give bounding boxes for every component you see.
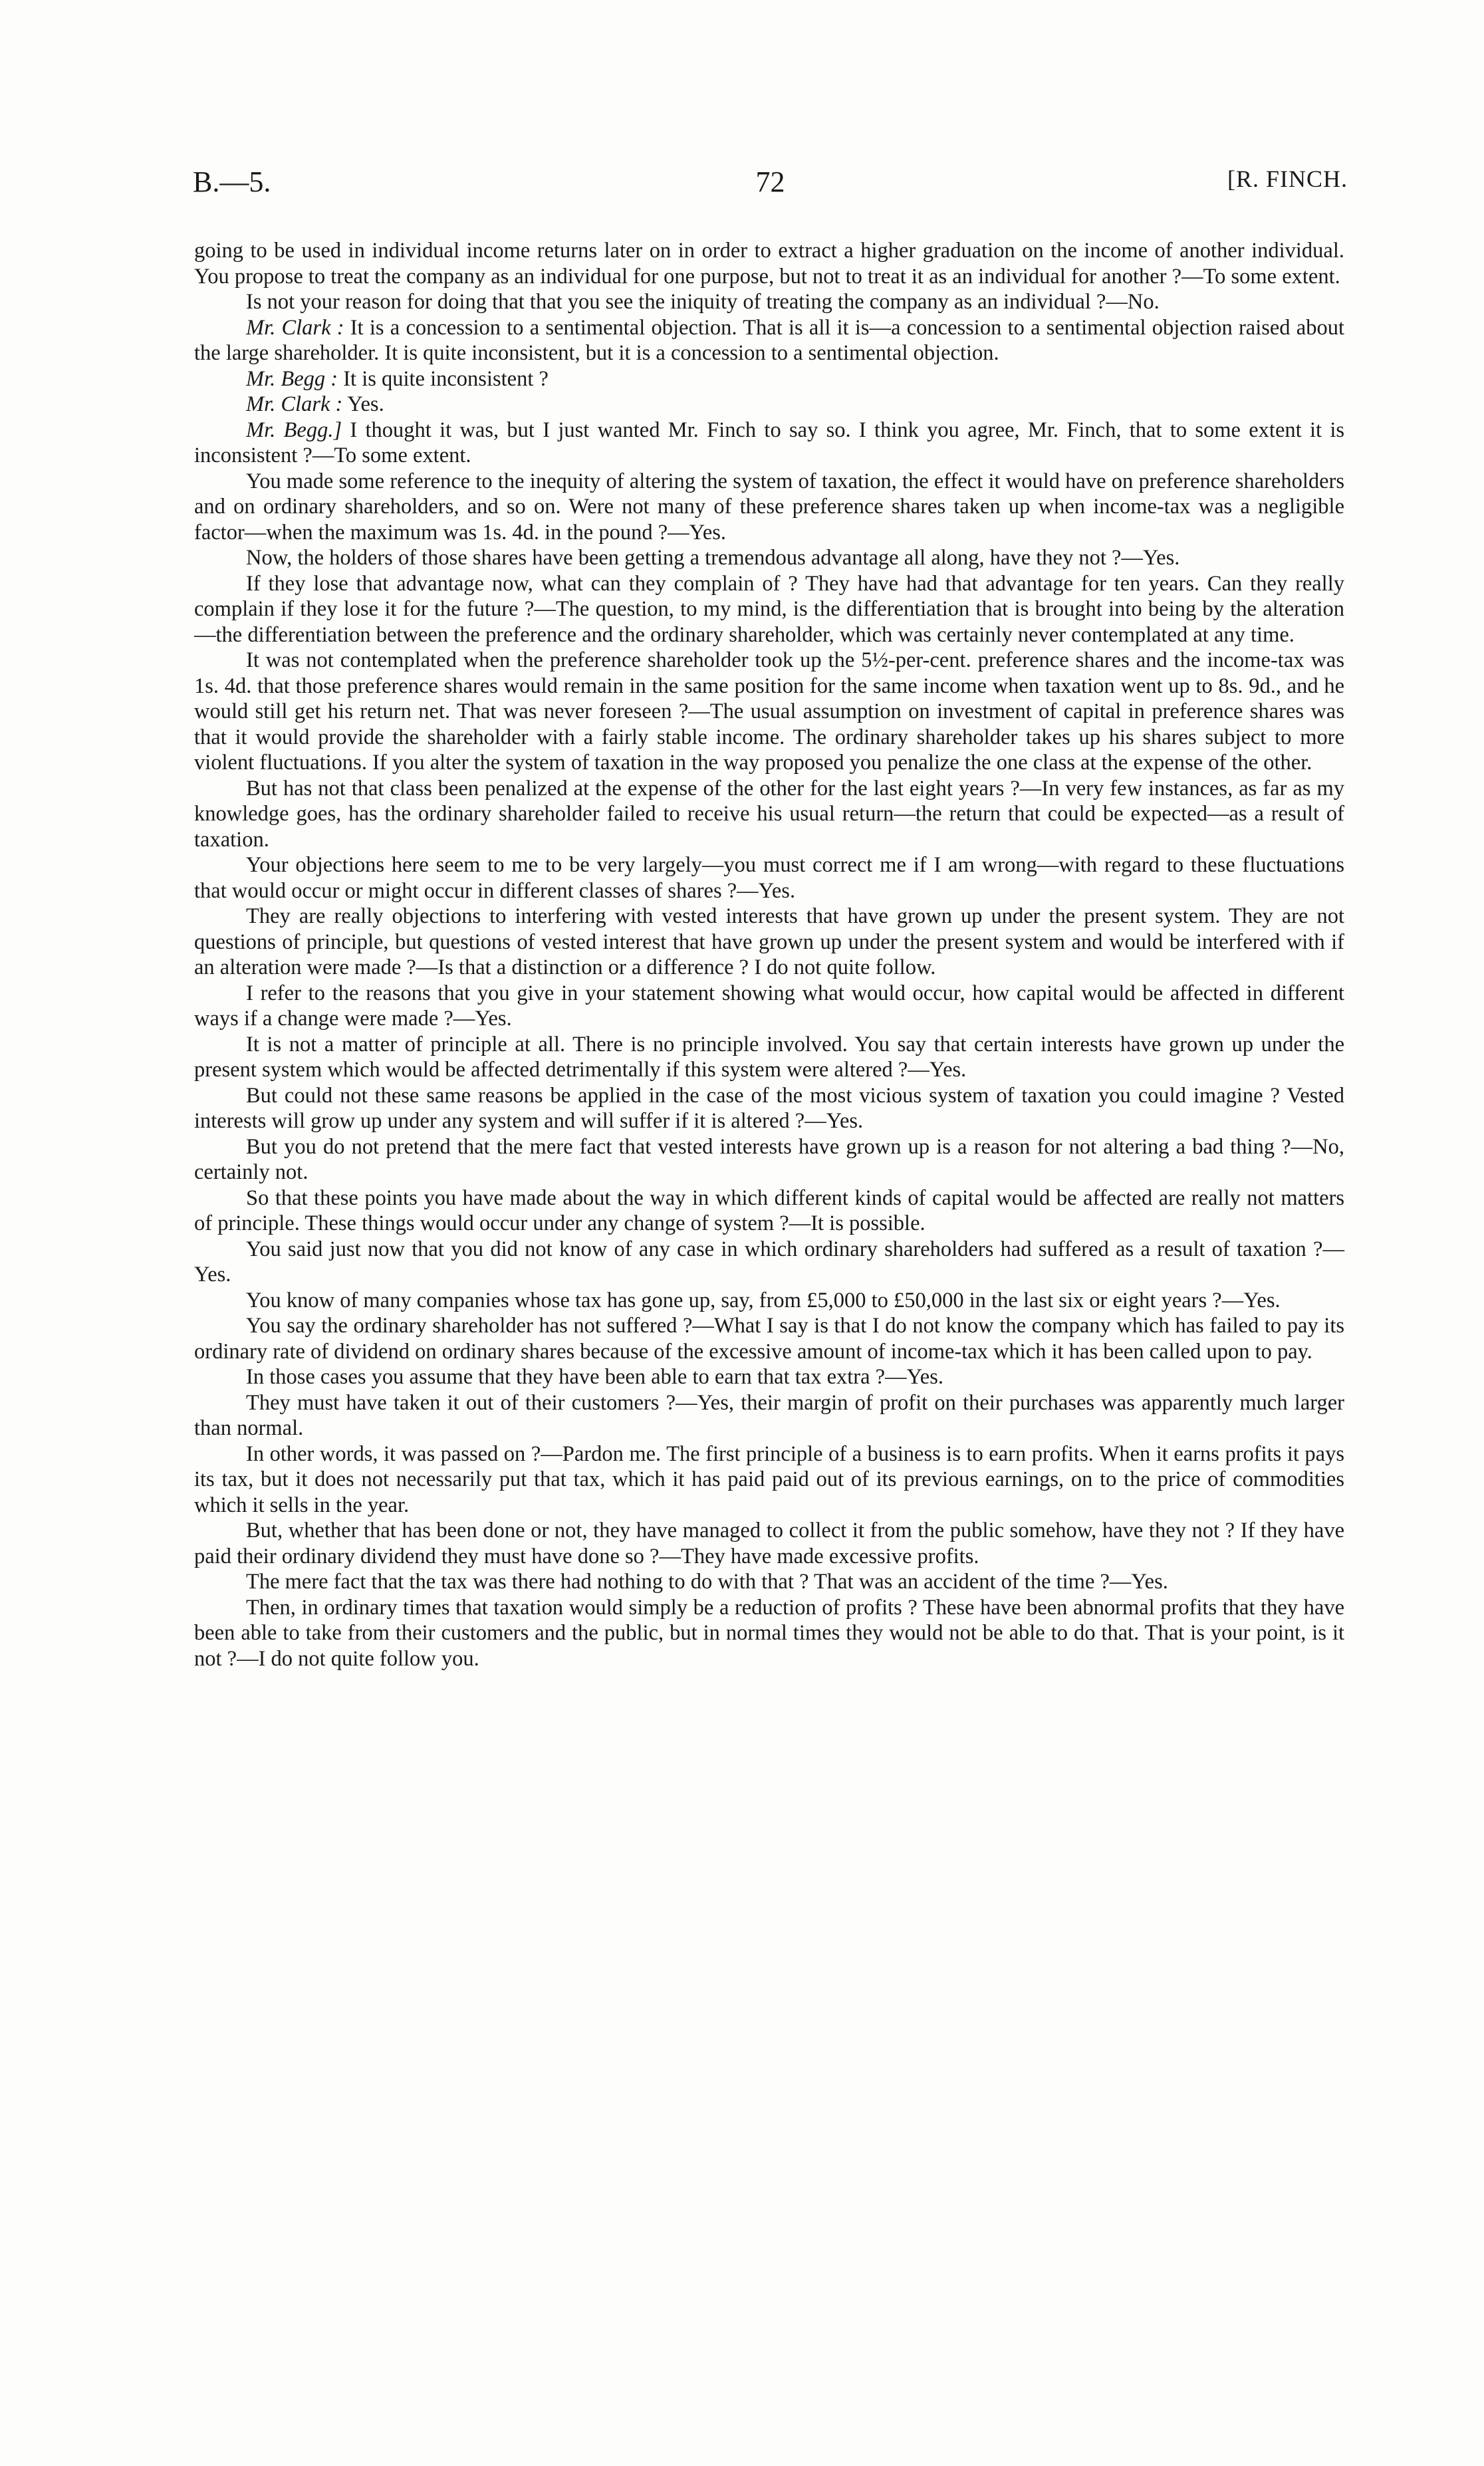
transcript-paragraph <box>194 1569 1344 1595</box>
transcript-paragraph <box>194 904 1344 981</box>
paragraph-text: It is a concession to a sentimental objection. That is all it is—a concession to a sentimental objection raised about the large shareholder. It is quite inconsistent, but it is a concession to a sentimental objection. <box>194 315 1344 365</box>
transcript-paragraph <box>194 571 1344 648</box>
transcript-paragraph <box>194 1595 1344 1672</box>
witness-name: [R. FINCH. <box>1227 166 1348 192</box>
transcript-paragraph <box>194 776 1344 853</box>
transcript-paragraph <box>194 1518 1344 1569</box>
paragraph-text: Yes. <box>347 392 384 416</box>
transcript-paragraph <box>194 1441 1344 1519</box>
transcript-paragraph <box>194 545 1344 571</box>
paragraph-text: You said just now that you did not know of any case in which ordinary shareholders had suffered as a result of taxation ?—Yes. <box>194 1237 1344 1287</box>
transcript-paragraph <box>194 1313 1344 1364</box>
transcript-paragraph <box>194 366 1344 392</box>
transcript-paragraph <box>194 469 1344 546</box>
paragraph-text: You made some reference to the inequity of altering the system of taxation, the effect it would have on preference shareholders and on ordinary shareholders, and so on. Were not many of these preference shares taken up when income-tax was a negligible factor—when the maximum was 1s. 4d. in the pound ?—Yes. <box>194 469 1344 545</box>
paragraph-text: It was not contemplated when the preference shareholder took up the 5½-per-cent. preference shares and the income-tax was 1s. 4d. that those preference shares would remain in the same position for the same income when taxation went up to 8s. 9d., and he would still get his return net. That was never foreseen ?—The usual assumption on investment of capital in preference shares was that it would provide the shareholder with a fairly stable income. The ordinary shareholder takes up his shares subject to more violent fluctuations. If you alter the system of taxation in the way proposed you penalize the one class at the expense of the other. <box>194 648 1344 775</box>
paragraph-text: going to be used in individual income returns later on in order to extract a higher graduation on the income of another individual. You propose to treat the company as an individual for one purpose, but not to treat it as an individual for another ?—To some extent. <box>194 239 1344 289</box>
transcript-paragraph <box>194 392 1344 418</box>
paragraph-text: Now, the holders of those shares have been getting a tremendous advantage all along, have they not ?—Yes. <box>246 546 1180 570</box>
paragraph-text: You know of many companies whose tax has gone up, say, from £5,000 to £50,000 in the last six or eight years ?—Yes. <box>246 1288 1281 1312</box>
paragraph-text: I thought it was, but I just wanted Mr. Finch to say so. I think you agree, Mr. Finch, that to some extent it is inconsistent ?—To some extent. <box>194 418 1344 467</box>
paragraph-text: Your objections here seem to me to be very largely—you must correct me if I am wrong—with regard to these fluctuations that would occur or might occur in different classes of shares ?—Yes. <box>194 853 1344 903</box>
paragraph-text: You say the ordinary shareholder has not suffered ?—What I say is that I do not know the company which has failed to pay its ordinary rate of dividend on ordinary shares because of the excessive amount of income-tax which it has been called upon to pay. <box>194 1314 1344 1364</box>
transcript-paragraph <box>194 1185 1344 1237</box>
transcript-paragraph <box>194 1134 1344 1185</box>
speaker-name: Mr. Clark : <box>246 315 344 340</box>
paragraph-text: But has not that class been penalized at the expense of the other for the last eight years ?—In very few instances, as far as my knowledge goes, has the ordinary shareholder failed to receive his usual return—the return that could be expected—as a result of taxation. <box>194 776 1344 852</box>
paragraph-text: But you do not pretend that the mere fact that vested interests have grown up is a reason for not altering a bad thing ?—No, certainly not. <box>194 1134 1344 1184</box>
paragraph-text: In other words, it was passed on ?—Pardon me. The first principle of a business is to earn profits. When it earns profits it pays its tax, but it does not necessarily put that tax, which it has paid paid out of its previous earnings, on to the price of commodities which it sells in the year. <box>194 1441 1344 1517</box>
paragraph-text: If they lose that advantage now, what can they complain of ? They have had that advantage for ten years. Can they really complain if they lose it for the future ?—The question, to my mind, is the differentiation that is brought into being by the alteration—the differentiation between the preference and the ordinary shareholder, which was certainly never contemplated at any time. <box>194 571 1344 647</box>
speaker-name: Mr. Begg.] <box>246 418 342 442</box>
transcript-paragraph <box>194 981 1344 1032</box>
transcript-body <box>194 238 1344 1671</box>
transcript-paragraph <box>194 852 1344 904</box>
speaker-name: Mr. Clark : <box>246 392 343 416</box>
paragraph-text: I refer to the reasons that you give in your statement showing what would occur, how capital would be affected in different ways if a change were made ?—Yes. <box>194 981 1344 1031</box>
paragraph-text: So that these points you have made about the way in which different kinds of capital would be affected are really not matters of principle. These things would occur under any change of system ?—It is possible. <box>194 1185 1344 1235</box>
transcript-paragraph <box>194 289 1344 315</box>
transcript-paragraph <box>194 1083 1344 1134</box>
paragraph-text: Is not your reason for doing that that you see the iniquity of treating the company as an individual ?—No. <box>246 290 1160 314</box>
paragraph-text: They must have taken it out of their customers ?—Yes, their margin of profit on their purchases was apparently much larger than normal. <box>194 1390 1344 1440</box>
transcript-paragraph <box>194 315 1344 366</box>
paragraph-text: Then, in ordinary times that taxation would simply be a reduction of profits ? These have been abnormal profits that they have been able to take from their customers and the public, but in normal times they would not be able to do that. That is your point, is it not ?—I do not quite follow you. <box>194 1595 1344 1671</box>
paragraph-text: It is quite inconsistent ? <box>343 366 549 391</box>
transcript-paragraph <box>194 1390 1344 1441</box>
paragraph-text: But, whether that has been done or not, they have managed to collect it from the public somehow, have they not ? If they have paid their ordinary dividend they must have done so ?—They have made excessive profits. <box>194 1519 1344 1568</box>
transcript-paragraph <box>194 418 1344 469</box>
page-number: 72 <box>755 166 785 198</box>
paragraph-text: But could not these same reasons be applied in the case of the most vicious system of taxation you could imagine ? Vested interests will grow up under any system and will suffer if it is altered ?—Yes. <box>194 1083 1344 1133</box>
paragraph-text: In those cases you assume that they have been able to earn that tax extra ?—Yes. <box>246 1365 943 1389</box>
transcript-paragraph <box>194 238 1344 289</box>
paragraph-text: They are really objections to interfering with vested interests that have grown up under the present system. They are not questions of principle, but questions of vested interest that have grown up under the present system and would be interfered with if an alteration were made ?—Is that a distinction or a difference ? I do not quite follow. <box>194 904 1344 979</box>
paragraph-text: The mere fact that the tax was there had nothing to do with that ? That was an accident of the time ?—Yes. <box>246 1570 1168 1594</box>
report-code: B.—5. <box>193 166 271 198</box>
speaker-name: Mr. Begg : <box>246 366 338 391</box>
transcript-paragraph <box>194 1364 1344 1390</box>
page-header <box>193 165 1348 211</box>
paragraph-text: It is not a matter of principle at all. There is no principle involved. You say that certain interests have grown up under the present system which would be affected detrimentally if this system were altered ?—Yes. <box>194 1032 1344 1082</box>
transcript-paragraph <box>194 1237 1344 1288</box>
transcript-paragraph <box>194 648 1344 776</box>
transcript-paragraph <box>194 1288 1344 1314</box>
transcript-paragraph <box>194 1032 1344 1083</box>
